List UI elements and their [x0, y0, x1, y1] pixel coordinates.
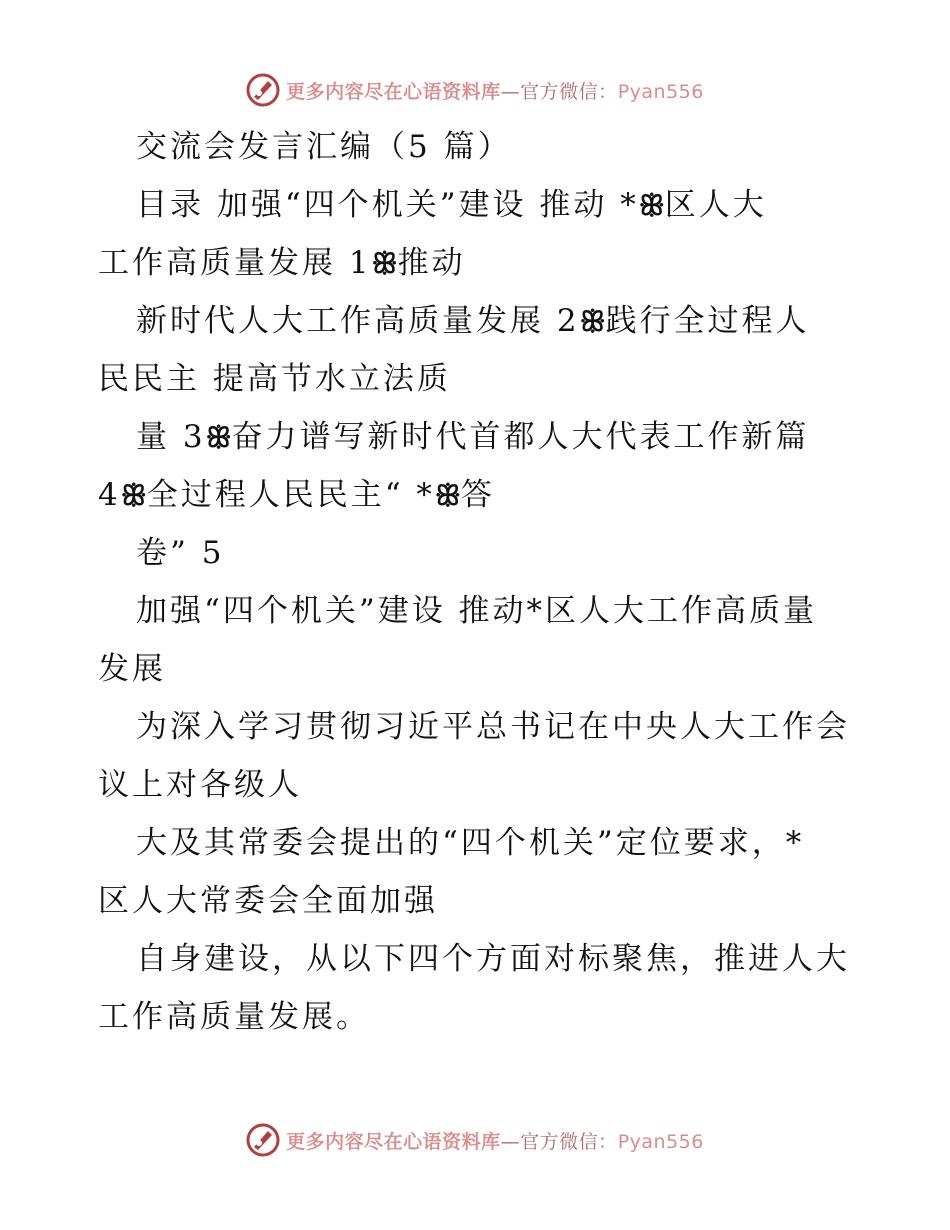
section-title-continued: 发展	[98, 651, 166, 687]
paragraph-line: 自身建设，从以下四个方面对标聚焦，推进人大	[136, 941, 850, 977]
ornament-separator-icon: ꕥ	[205, 421, 232, 454]
paragraph-line: 工作高质量发展。	[98, 999, 370, 1035]
banner-wechat-id: Pyan556	[617, 80, 704, 103]
paragraph-line: 议上对各级人	[98, 767, 302, 803]
section-title: 加强“四个机关”建设 推动*区人大工作高质量	[136, 593, 818, 629]
toc-text: 奋力谱写新时代首都人大代表工作新篇	[231, 419, 810, 455]
header-banner	[0, 70, 950, 110]
toc-text: 全过程人民民主“ *	[146, 477, 435, 513]
toc-text: 推动	[397, 245, 466, 281]
toc-line-1	[98, 176, 858, 234]
banner-wechat-label: —官方微信：	[500, 80, 618, 103]
toc-text: 新时代人大工作高质量发展 2	[136, 303, 580, 339]
banner-text	[286, 1127, 704, 1154]
paragraph-line: 区人大常委会全面加强	[98, 883, 438, 919]
toc-line-6	[98, 466, 858, 524]
toc-text: 4	[98, 477, 121, 513]
banner-site-name: 更多内容尽在心语资料库	[286, 1130, 501, 1153]
banner-site-name: 更多内容尽在心语资料库	[286, 80, 501, 103]
toc-line-7: 卷” 5	[136, 535, 225, 571]
document-body	[98, 118, 858, 1046]
banner-wechat-label: —官方微信：	[500, 1130, 618, 1153]
ornament-separator-icon: ꕥ	[434, 479, 461, 512]
toc-text: 工作高质量发展 1	[98, 245, 372, 281]
toc-text: 践行全过程人	[605, 303, 810, 339]
toc-line-5	[98, 408, 858, 466]
ornament-separator-icon: ꕥ	[638, 189, 665, 222]
toc-line-4: 民民主 提高节水立法质	[98, 361, 451, 397]
paragraph-line: 为深入学习贯彻习近平总书记在中央人大工作会	[136, 709, 850, 745]
ornament-separator-icon: ꕥ	[579, 305, 606, 338]
ornament-separator-icon: ꕥ	[120, 479, 147, 512]
toc-text: 区人大	[664, 187, 767, 223]
banner-wechat-id: Pyan556	[617, 1130, 704, 1153]
paragraph-line: 大及其常委会提出的“四个机关”定位要求，*	[136, 825, 805, 861]
ornament-separator-icon: ꕥ	[371, 247, 398, 280]
toc-text: 目录 加强“四个机关”建设 推动 *	[136, 187, 639, 223]
toc-text: 答	[460, 477, 495, 513]
red-circle-pen-logo-icon	[246, 73, 280, 107]
footer-banner	[0, 1120, 950, 1160]
banner-text	[286, 77, 704, 104]
document-title: 交流会发言汇编（5 篇）	[136, 129, 512, 165]
toc-line-2	[98, 234, 858, 292]
toc-line-3	[98, 292, 858, 350]
red-circle-pen-logo-icon	[246, 1123, 280, 1157]
toc-text: 量 3	[136, 419, 206, 455]
